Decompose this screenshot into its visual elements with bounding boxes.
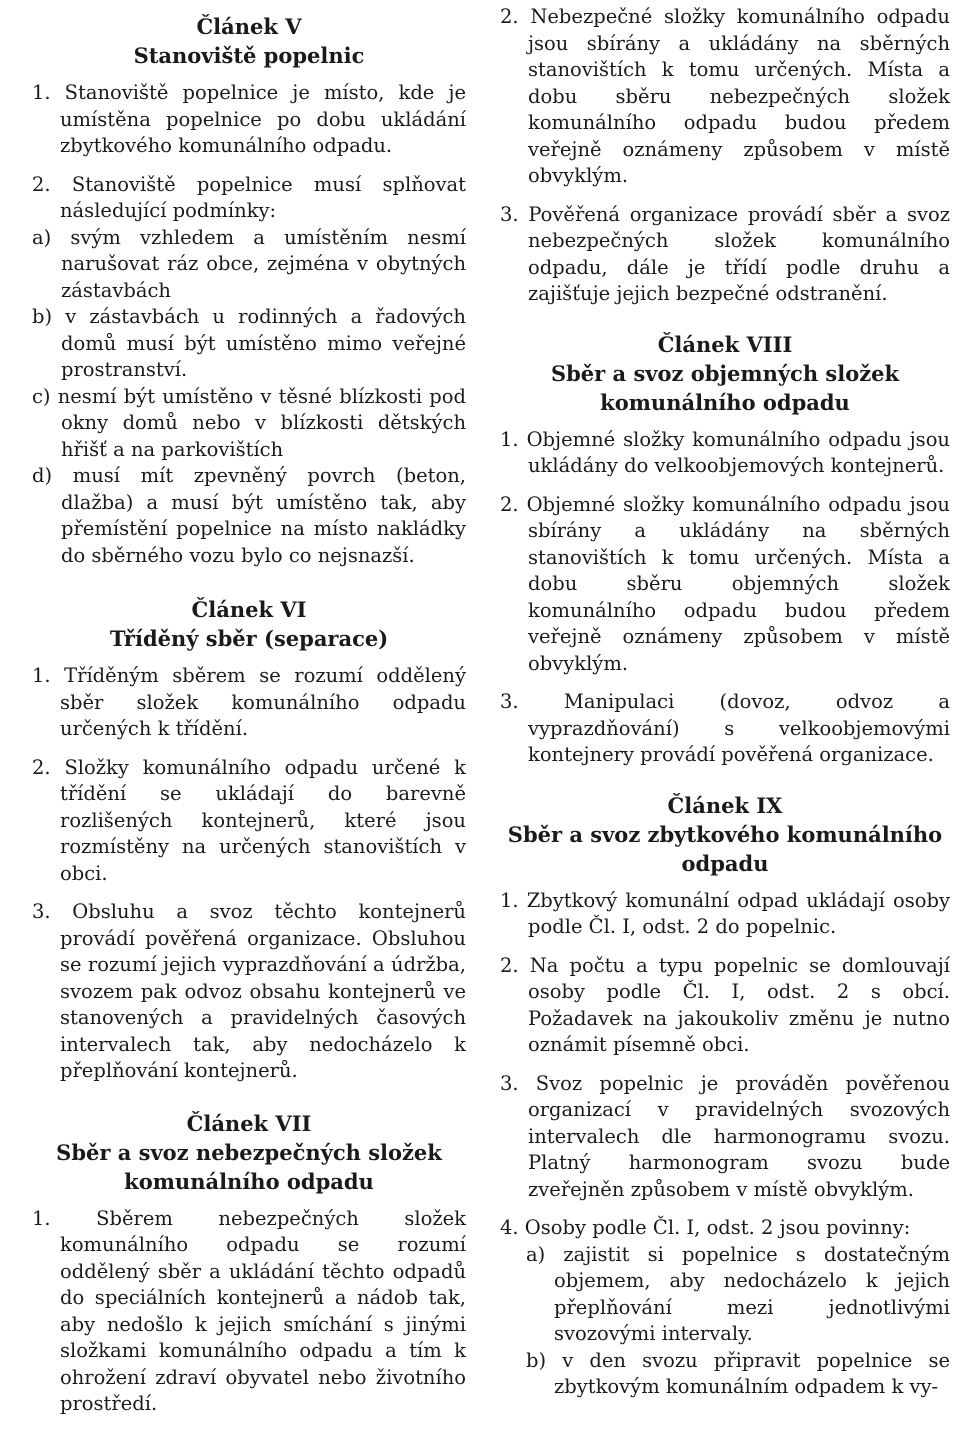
article-title: Tříděný sběr (separace) xyxy=(109,626,389,651)
paragraph: 1. Tříděným sběrem se rozumí oddělený sběr složek komunálního odpadu určených k třídění. xyxy=(32,664,466,740)
list-item: d) musí mít zpevněný povrch (beton, dlažba) a musí být umístěno tak, aby přemístění popelnice na místo nakládky do sběrného vozu bylo co nejsnazší. xyxy=(32,464,466,567)
article-title: Stanoviště popelnic xyxy=(133,43,365,68)
paragraph: 1. Sběrem nebezpečných složek komunálního odpadu se rozumí oddělený sběr a ukládání těchto odpadů do speciálních kontejnerů a nádob tak, aby nedošlo k jejich smíchání s jinými složkami komunálního odpadu a tím k ohrožení zdraví obyvatel nebo životního prostředí. xyxy=(32,1206,466,1415)
article-number: Článek IX xyxy=(667,792,783,818)
paragraph: 4. Osoby podle Čl. I, odst. 2 jsou povinny: xyxy=(500,1216,911,1239)
list-item: a) zajistit si popelnice s dostatečným objemem, aby nedocházelo k jejich přeplňování mezi jednotlivými svozovými intervaly. xyxy=(526,1242,950,1345)
article-7-heading xyxy=(32,1109,466,1196)
article-5-heading xyxy=(32,12,466,70)
article-number: Článek V xyxy=(196,14,302,39)
obligation-list xyxy=(500,1242,950,1401)
paragraph: 2. Na počtu a typu popelnic se domlouvají osoby podle Čl. I, odst. 2 s obcí. Požadavek na jakoukoliv změnu je nutno oznámit písemně obci. xyxy=(500,953,950,1056)
article-number: Článek VII xyxy=(186,1110,312,1136)
list-item: b) v zástavbách u rodinných a řadových domů musí být umístěno mimo veřejné prostranství. xyxy=(32,305,466,381)
article-title: Sběr a svoz zbytkového komunálního odpadu xyxy=(507,821,943,876)
paragraph: 3. Manipulaci (dovoz, odvoz a vyprazdňování) s velkoobjemovými kontejnery provádí pověřená organizace. xyxy=(500,690,950,766)
paragraph: 1. Zbytkový komunální odpad ukládají osoby podle Čl. I, odst. 2 do popelnic. xyxy=(500,888,950,938)
paragraph: 1. Stanoviště popelnice je místo, kde je umístěna popelnice po dobu ukládání zbytkového komunálního odpadu. xyxy=(32,81,466,157)
paragraph: 2. Objemné složky komunálního odpadu jsou sbírány a ukládány na sběrných stanovištích k tomu určených. Místa a dobu sběru objemných složek komunálního odpadu budou předem veřejně oznámeny způsobem v místě obvyklým. xyxy=(500,492,950,675)
paragraph: 3. Svoz popelnic je prováděn pověřenou organizací v pravidelných svozových intervalech dle harmonogramu svozu. Platný harmonogram svozu bude zveřejněn způsobem v místě obvyklým. xyxy=(500,1071,950,1201)
article-number: Článek VIII xyxy=(657,331,793,357)
article-title: Sběr a svoz nebezpečných složek komunálního odpadu xyxy=(56,1139,442,1194)
article-8-heading xyxy=(500,330,950,417)
paragraph: 2. Stanoviště popelnice musí splňovat následující podmínky: xyxy=(32,172,466,222)
paragraph: 3. Obsluhu a svoz těchto kontejnerů provádí pověřená organizace. Obsluhou se rozumí jejich vyprazdňování a údržba, svozem pak odvoz obsahu kontejnerů ve stanovených a pravidelných časových intervalech tak, aby nedocházelo k přeplňování kontejnerů. xyxy=(32,900,466,1082)
article-9-heading xyxy=(500,791,950,878)
condition-list xyxy=(32,225,466,570)
paragraph: 1. Objemné složky komunálního odpadu jsou ukládány do velkoobjemových kontejnerů. xyxy=(500,427,950,477)
paragraph: 3. Pověřená organizace provádí sběr a svoz nebezpečných složek komunálního odpadu, dále je třídí podle druhu a zajišťuje jejich bezpečné odstranění. xyxy=(500,202,950,305)
list-item: b) v den svozu připravit popelnice se zbytkovým komunálním odpadem k vy- xyxy=(526,1348,950,1398)
list-item: c) nesmí být umístěno v těsné blízkosti pod okny domů nebo v blízkosti dětských hřišť a na parkovištích xyxy=(32,384,466,461)
article-6-heading xyxy=(32,595,466,653)
paragraph: 2. Složky komunálního odpadu určené k třídění se ukládají do barevně rozlišených kontejnerů, které jsou rozmístěny na určených stanovištích v obci. xyxy=(32,755,466,885)
paragraph: 2. Nebezpečné složky komunálního odpadu jsou sbírány a ukládány na sběrných stanovištích k tomu určených. Místa a dobu sběru nebezpečných složek komunálního odpadu budou předem veřejně oznámeny způsobem v místě obvyklým. xyxy=(500,5,950,187)
right-column xyxy=(480,0,960,1432)
article-title: Sběr a svoz objemných složek komunálního odpadu xyxy=(550,360,900,415)
article-number: Článek VI xyxy=(191,597,307,622)
list-item: a) svým vzhledem a umístěním nesmí narušovat ráz obce, zejména v obytných zástavbách xyxy=(32,225,466,302)
